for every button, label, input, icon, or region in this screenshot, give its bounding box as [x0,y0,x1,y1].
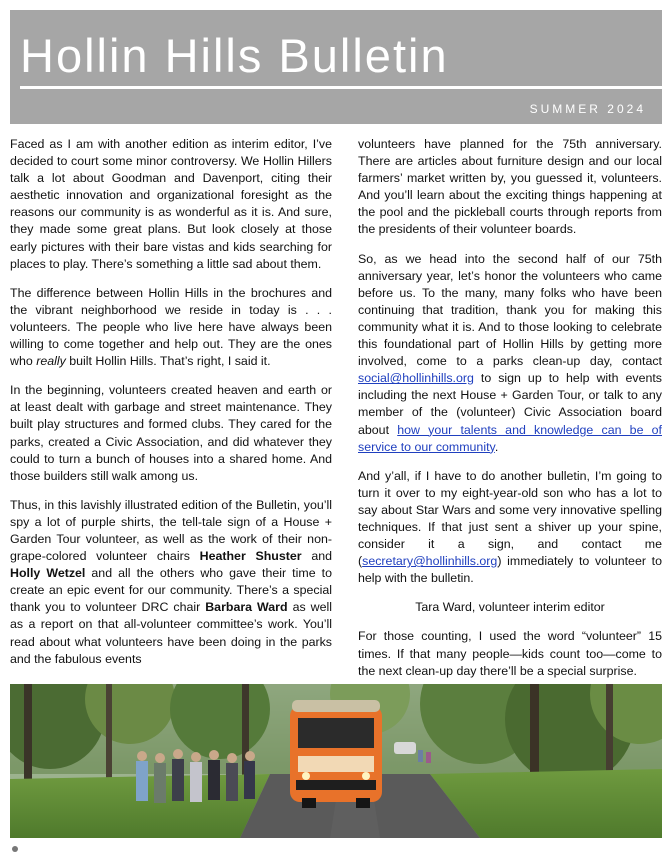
volunteer-name: Barbara Ward [205,600,288,615]
service-link[interactable]: how your talents and knowledge can be of service to our community [358,422,662,454]
paragraph-honor-volunteers: So, as we head into the second half of our 75th anniversary year, let’s honor the volunteers who came before us. To the many, many folks who have been continuing that tradition, thank you for making this community what it is. And to those looking to celebrate this foundational part of Hollin Hills by getting more involved, come to a parks clean-up day, contact social@hollinhills.org to sign up to help with events including the next House + Garden Tour, or talk to any member of the (volunteer) Civic Association board about how your talents and knowledge can be of service to our community. [358,251,662,454]
volunteer-name: Holly Wetzel [10,566,86,581]
masthead [10,10,662,124]
left-column [10,136,332,680]
paragraph-continued: volunteers have planned for the 75th anniversary. There are articles about furniture design and our local farmers’ market written by, you guessed it, volunteers. And you’ll learn about the exciting things happening at the pool and the pickleball courts through reports from the presidents of their volunteer boards. [358,137,662,237]
secretary-email-link[interactable]: secretary@hollinhills.org [362,554,498,569]
volunteer-name: Heather Shuster [199,549,302,564]
paragraph-difference: The difference between Hollin Hills in the brochures and the vibrant neighborhood we reside in today is . . . volunteers. The people who live here have always been willing to come together and help out. They are the ones who really built Hollin Hills. That’s right, I said it. [10,285,332,369]
social-email-link[interactable]: social@hollinhills.org [358,371,474,386]
bulletin-title: Hollin Hills Bulletin [20,29,449,82]
paragraph-intro: Faced as I am with another edition as interim editor, I’ve decided to court some minor controversy. We Hollin Hillers talk a lot about Goodman and Davenport, citing their aesthetic innovation and organizational foresight as the reasons our community is as wonderful as it is. And sure, they made some great plans. But look closely at those early pictures with their bare vistas and kids searching for places to play. There’s something a little sad about them. [10,137,332,271]
right-column [358,136,662,692]
issue-season: SUMMER 2024 [529,102,646,116]
paragraph-counting: For those counting, I used the word “volunteer” 15 times. If that many people—kids count too—come to the next clean-up day there’ll be a special surprise. [358,629,662,678]
trolley-icon [290,700,382,808]
paragraph-next-bulletin: And y’all, if I have to do another bulletin, I’m going to turn it over to my eight-year-old son who has a lot to say about Star Wars and some very innovative spelling techniques. If that just sent a shiver up your spine, consider it a sign, and contact me (secretary@hollinhills.org) immediately to volunteer to help with the bulletin. [358,468,662,586]
trolley-tour-photo [10,684,662,838]
paragraph-beginning: In the beginning, volunteers created heaven and earth or at least dealt with garbage and street maintenance. They built play structures and formed clubs. They cared for the parks, created a Civic Association, and did whatever they could to turn a bunch of houses into a shared home. And those builders still walk among us. [10,383,332,483]
page-dot [12,846,18,852]
paragraph-this-edition: Thus, in this lavishly illustrated edition of the Bulletin, you’ll spy a lot of purple shirts, the tell-tale sign of a House + Garden Tour volunteer, as well as the work of their non-grape-colored volunteer chairs Heather Shuster and Holly Wetzel and all the others who gave their time to create an epic event for our community. There’s a special thank you to volunteer DRC chair Barbara Ward as well as a report on that all-volunteer committee’s work. You’ll read about what volunteers have been doing in the parks and the fabulous events [10,497,332,666]
editor-signature: Tara Ward, volunteer interim editor [415,600,605,615]
masthead-rule [20,86,662,89]
